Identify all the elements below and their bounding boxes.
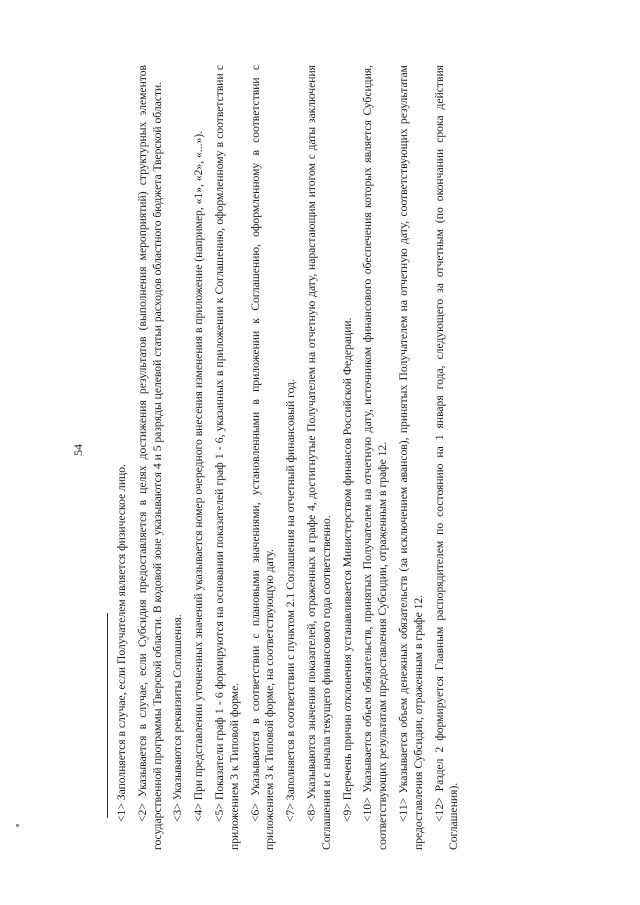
footnote-9: <9> Перечень причин отклонения устанавливается Министерством финансов Российской Федерации.: [340, 317, 354, 822]
footnote-10: <10> Указывается объем обязательств, принятых Получателем на отчетную дату, источником финансового обеспечения которых является Субсидия, соответствующих результатам предоставления Субсидии, отраженным в графе 12.: [361, 65, 390, 850]
footnote-12: <12> Раздел 2 формируется Главным распорядителем по состоянию на 1 января года, следующего за отчетным (по окончании срока действия Соглашения).: [432, 65, 461, 850]
footnote-separator-line: [107, 613, 108, 818]
footnote-5: <5> Показатели граф 1 - 6 формируются на основании показателей граф 1 - 6, указанных в приложении к Соглашению, оформленному в соответствии с приложением 3 к Типовой форме.: [212, 65, 241, 850]
footnote-11: <11> Указывается объем денежных обязательств (за исключением авансов), принятых Получателем на отчетную дату, соответствующих результатам предоставления Субсидии, отраженным в графе 12.: [396, 65, 425, 850]
footnote-7: <7> Заполняется в соответствии с пунктом 2.1 Соглашения на отчетный финансовый год.: [284, 379, 298, 822]
footnote-3: <3> Указываются реквизиты Соглашения.: [171, 614, 185, 822]
page-number: 54: [71, 444, 85, 456]
footnote-8: <8> Указываются значения показателей, отраженных в графе 4, достигнутые Получателем на отчетную дату, нарастающим итогом с даты заключения Соглашения и с начала текущего финансового года соответственно.: [304, 65, 333, 850]
footnote-2: <2> Указывается в случае, если Субсидия предоставляется в целях достижения результатов (выполнения мероприятий) структурных элементов государственной программы Тверской области. В кодовой зоне указываются 4 и 5 разряды целевой статьи расходов областного бюджета Тверской области.: [135, 65, 164, 850]
rotated-document-page: [57, 55, 577, 850]
footnote-1: <1> Заполняется в случае, если Получателем является физическое лицо.: [115, 464, 128, 822]
scan-speck: [16, 824, 19, 827]
footnote-6: <6> Указываются в соответствии с плановыми значениями, установленными в приложении к Соглашению, оформленному в соответствии с приложением 3 к Типовой форме, на соответствующую дату.: [248, 65, 277, 850]
footnote-4: <4> При представлении уточненных значений указывается номер очередного внесения изменения в приложение (например, «1», «2», «...»).: [192, 130, 206, 822]
footnotes-list: [115, 65, 462, 850]
